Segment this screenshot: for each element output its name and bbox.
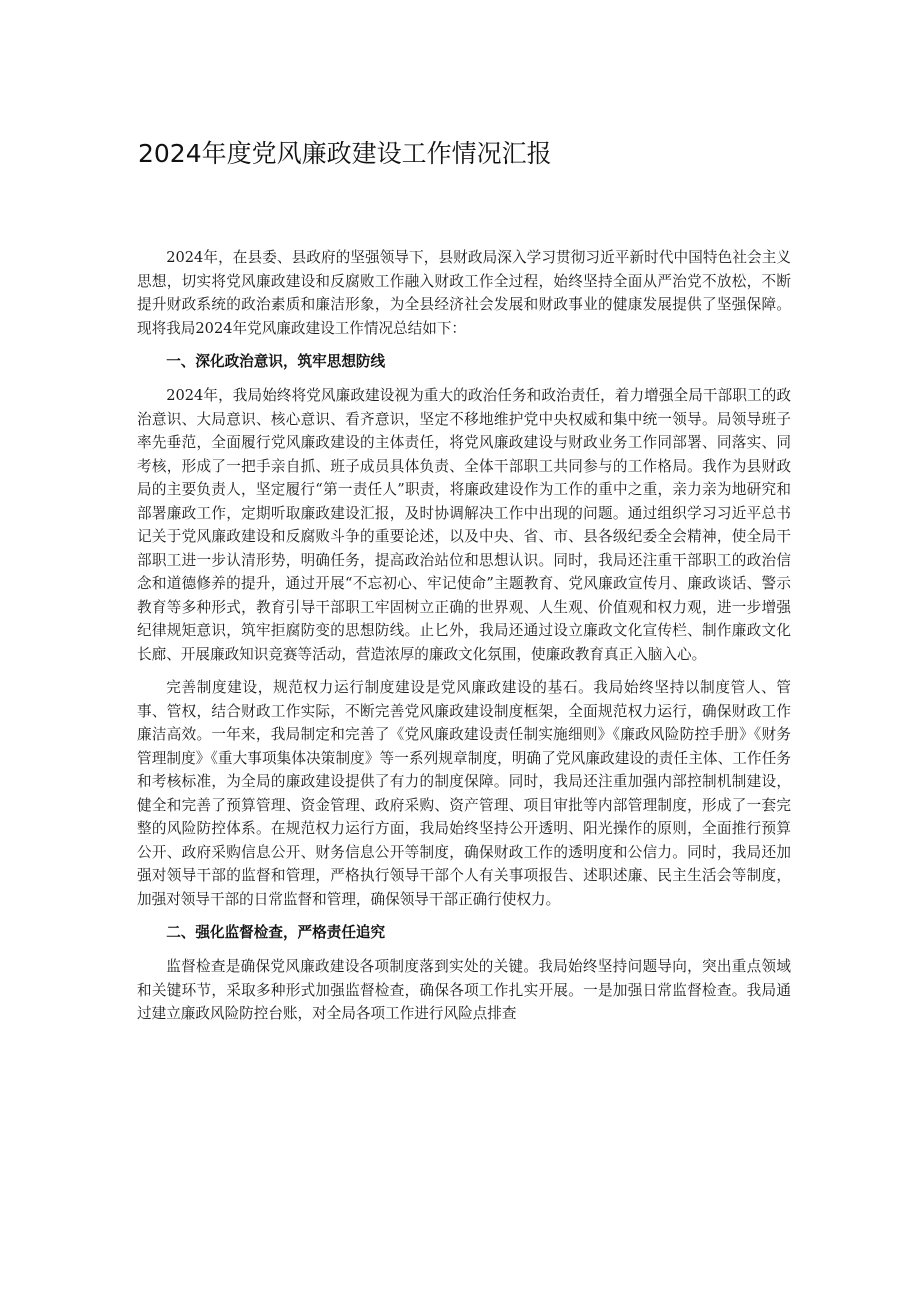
section-2-heading: 二、强化监督检查，严格责任追究 — [166, 924, 386, 941]
document-body — [137, 246, 791, 1036]
section-2-paragraph-1: 监督检查是确保党风廉政建设各项制度落到实处的关键。我局始终坚持问题导向，突出重点领域和关键环节，采取多种形式加强监督检查，确保各项工作扎实开展。一是加强日常监督检查。我局通过建立廉政风险防控台账，对全局各项工作进行风险点排查 — [137, 958, 791, 1022]
document-title: 2024年度党风廉政建设工作情况汇报 — [138, 139, 552, 168]
section-1-heading: 一、深化政治意识，筑牢思想防线 — [166, 353, 386, 370]
section-1-paragraph-2: 完善制度建设，规范权力运行制度建设是党风廉政建设的基石。我局始终坚持以制度管人、管事、管权，结合财政工作实际，不断完善党风廉政建设制度框架，全面规范权力运行，确保财政工作廉洁高效。一年来，我局制定和完善了《党风廉政建设责任制实施细则》《廉政风险防控手册》《财务管理制度》《重大事项集体决策制度》等一系列规章制度，明确了党风廉政建设的责任主体、工作任务和考核标准，为全局的廉政建设提供了有力的制度保障。同时，我局还注重加强内部控制机制建设，健全和完善了预算管理、资金管理、政府采购、资产管理、项目审批等内部管理制度，形成了一套完整的风险防控体系。在规范权力运行方面，我局始终坚持公开透明、阳光操作的原则，全面推行预算公开、政府采购信息公开、财务信息公开等制度，确保财政工作的透明度和公信力。同时，我局还加强对领导干部的监督和管理，严格执行领导干部个人有关事项报告、述职述廉、民主生活会等制度，加强对领导干部的日常监督和管理，确保领导干部正确行使权力。 — [137, 679, 791, 908]
section-1-paragraph-1: 2024年，我局始终将党风廉政建设视为重大的政治任务和政治责任，着力增强全局干部职工的政治意识、大局意识、核心意识、看齐意识，坚定不移地维护党中央权威和集中统一领导。局领导班子率先垂范，全面履行党风廉政建设的主体责任，将党风廉政建设与财政业务工作同部署、同落实、同考核，形成了一把手亲自抓、班子成员具体负责、全体干部职工共同参与的工作格局。我作为县财政局的主要负责人，坚定履行“第一责任人”职责，将廉政建设作为工作的重中之重，亲力亲为地研究和部署廉政工作，定期听取廉政建设汇报，及时协调解决工作中出现的问题。通过组织学习习近平总书记关于党风廉政建设和反腐败斗争的重要论述，以及中央、省、市、县各级纪委全会精神，使全局干部职工进一步认清形势，明确任务，提高政治站位和思想认识。同时，我局还注重干部职工的政治信念和道德修养的提升，通过开展“不忘初心、牢记使命”主题教育、党风廉政宣传月、廉政谈话、警示教育等多种形式，教育引导干部职工牢固树立正确的世界观、人生观、价值观和权力观，进一步增强纪律规矩意识，筑牢拒腐防变的思想防线。止匕外，我局还通过设立廉政文化宣传栏、制作廉政文化长廊、开展廉政知识竞赛等活动，营造浓厚的廉政文化氛围，使廉政教育真正入脑入心。 — [137, 387, 791, 663]
intro-paragraph: 2024年，在县委、县政府的坚强领导下，县财政局深入学习贯彻习近平新时代中国特色社会主义思想，切实将党风廉政建设和反腐败工作融入财政工作全过程，始终坚持全面从严治党不放松，不断提升财政系统的政治素质和廉洁形象，为全县经济社会发展和财政事业的健康发展提供了坚强保障。现将我局2024年党风廉政建设工作情况总结如下： — [137, 249, 791, 337]
